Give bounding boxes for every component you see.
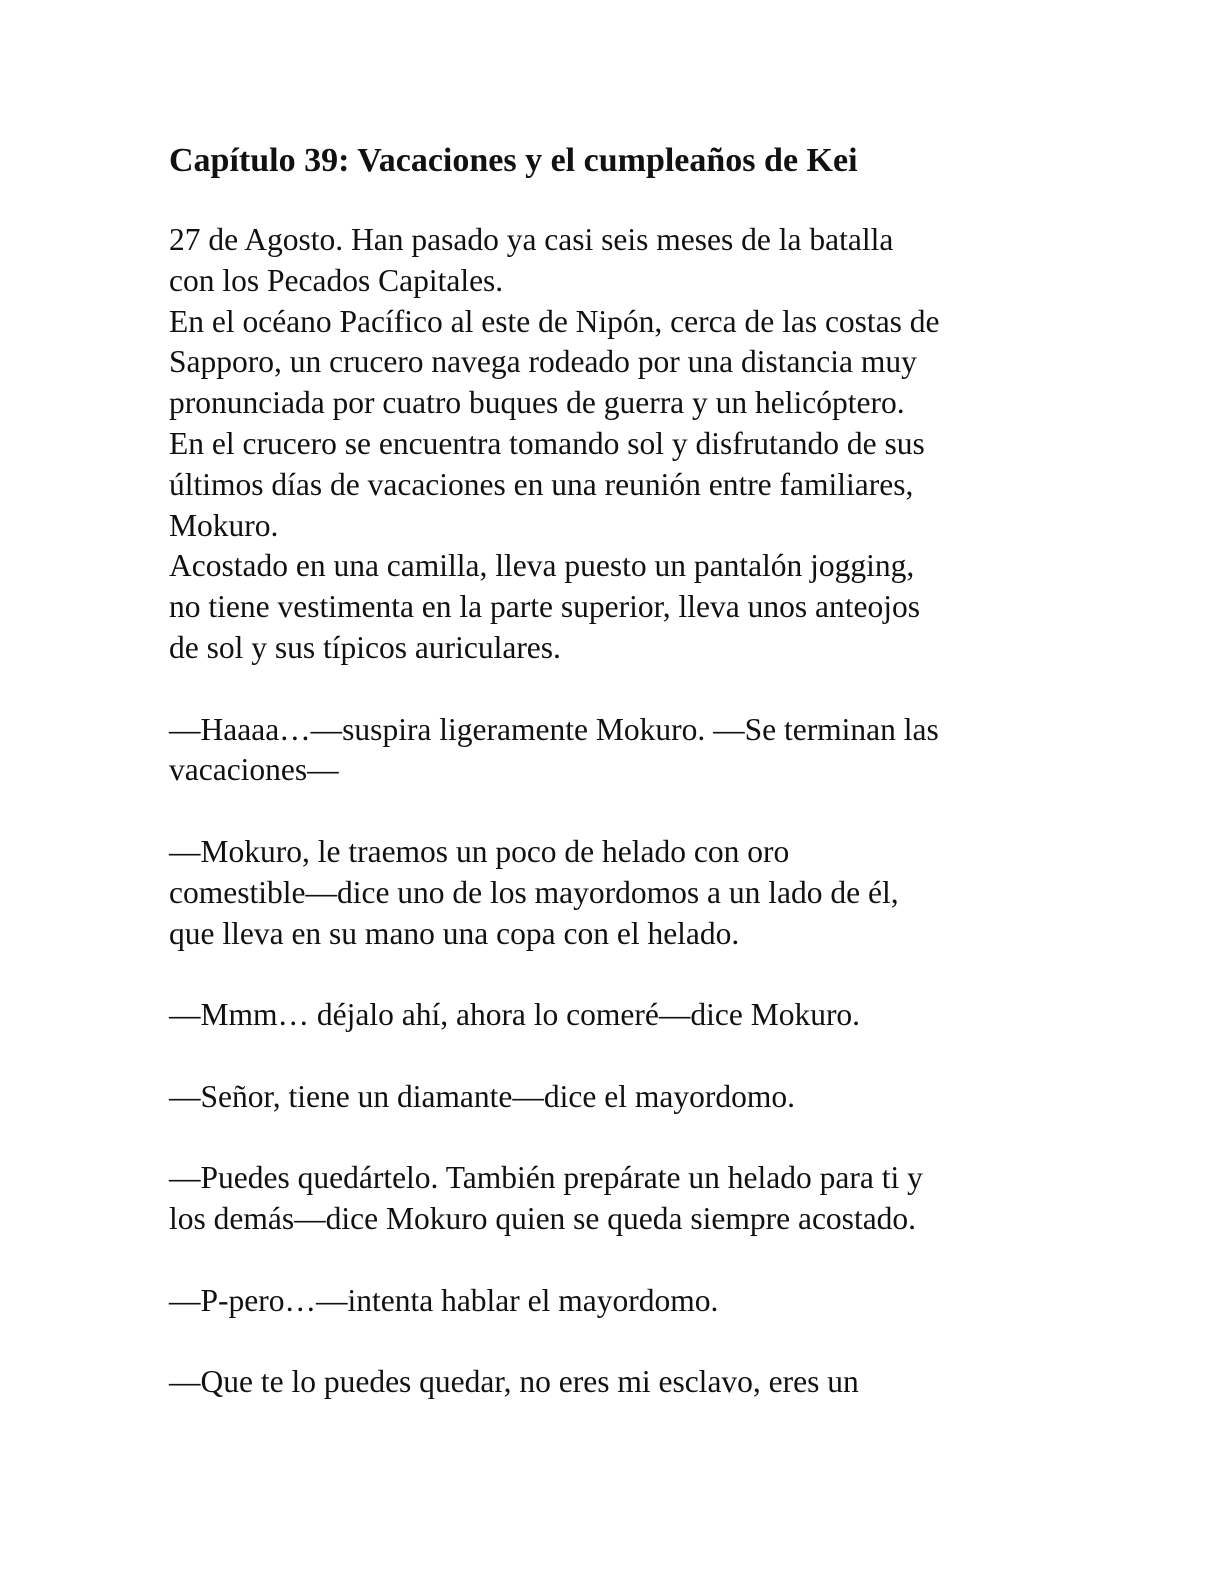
- text-line: —Mokuro, le traemos un poco de helado con oro: [169, 833, 790, 869]
- document-body: [169, 139, 1069, 1403]
- paragraph-gap: [169, 669, 1069, 710]
- text-line: que lleva en su mano una copa con el helado.: [169, 915, 740, 951]
- paragraph-dialogue: [169, 832, 1069, 954]
- paragraph-gap: [169, 1322, 1069, 1363]
- text-line: —P-pero…—intenta hablar el mayordomo.: [169, 1282, 719, 1318]
- text-line: Mokuro.: [169, 507, 279, 543]
- text-line: de sol y sus típicos auriculares.: [169, 629, 561, 665]
- text-line: vacaciones—: [169, 752, 339, 788]
- paragraph-gap: [169, 1118, 1069, 1159]
- paragraph-gap: [169, 791, 1069, 832]
- text-line: 27 de Agosto. Han pasado ya casi seis meses de la batalla: [169, 222, 894, 257]
- text-line: comestible—dice uno de los mayordomos a un lado de él,: [169, 874, 899, 910]
- text-line: —Haaaa…—suspira ligeramente Mokuro. —Se terminan las: [169, 711, 939, 747]
- text-line: últimos días de vacaciones en una reunión entre familiares,: [169, 466, 914, 502]
- text-line: —Que te lo puedes quedar, no eres mi esclavo, eres un: [169, 1364, 859, 1400]
- text-line: los demás—dice Mokuro quien se queda siempre acostado.: [169, 1201, 917, 1237]
- text-line: —Señor, tiene un diamante—dice el mayordomo.: [169, 1078, 795, 1114]
- text-line: En el crucero se encuentra tomando sol y disfrutando de sus: [169, 425, 925, 461]
- paragraph-dialogue: [169, 1077, 1069, 1118]
- text-line: —Mmm… déjalo ahí, ahora lo comeré—dice Mokuro.: [169, 997, 861, 1033]
- paragraph-dialogue: [169, 710, 1069, 792]
- paragraph-dialogue: [169, 1281, 1069, 1322]
- text-line: no tiene vestimenta en la parte superior, lleva unos anteojos: [169, 589, 921, 625]
- paragraph-dialogue: [169, 1158, 1069, 1240]
- text-line: pronunciada por cuatro buques de guerra y un helicóptero.: [169, 385, 905, 421]
- text-line: con los Pecados Capitales.: [169, 262, 504, 298]
- paragraph-dialogue: [169, 1362, 1069, 1403]
- chapter-title: Capítulo 39: Vacaciones y el cumpleaños de Kei: [169, 142, 858, 179]
- paragraph-gap: [169, 1036, 1069, 1077]
- paragraph-dialogue: [169, 995, 1069, 1036]
- text-line: Sapporo, un crucero navega rodeado por una distancia muy: [169, 344, 917, 380]
- text-line: Acostado en una camilla, lleva puesto un pantalón jogging,: [169, 548, 915, 584]
- text-line: —Puedes quedártelo. También prepárate un helado para ti y: [169, 1160, 923, 1196]
- paragraph-gap: [169, 954, 1069, 995]
- paragraph-narration: [169, 220, 1069, 669]
- paragraph-gap: [169, 1240, 1069, 1281]
- text-line: En el océano Pacífico al este de Nipón, cerca de las costas de: [169, 303, 940, 339]
